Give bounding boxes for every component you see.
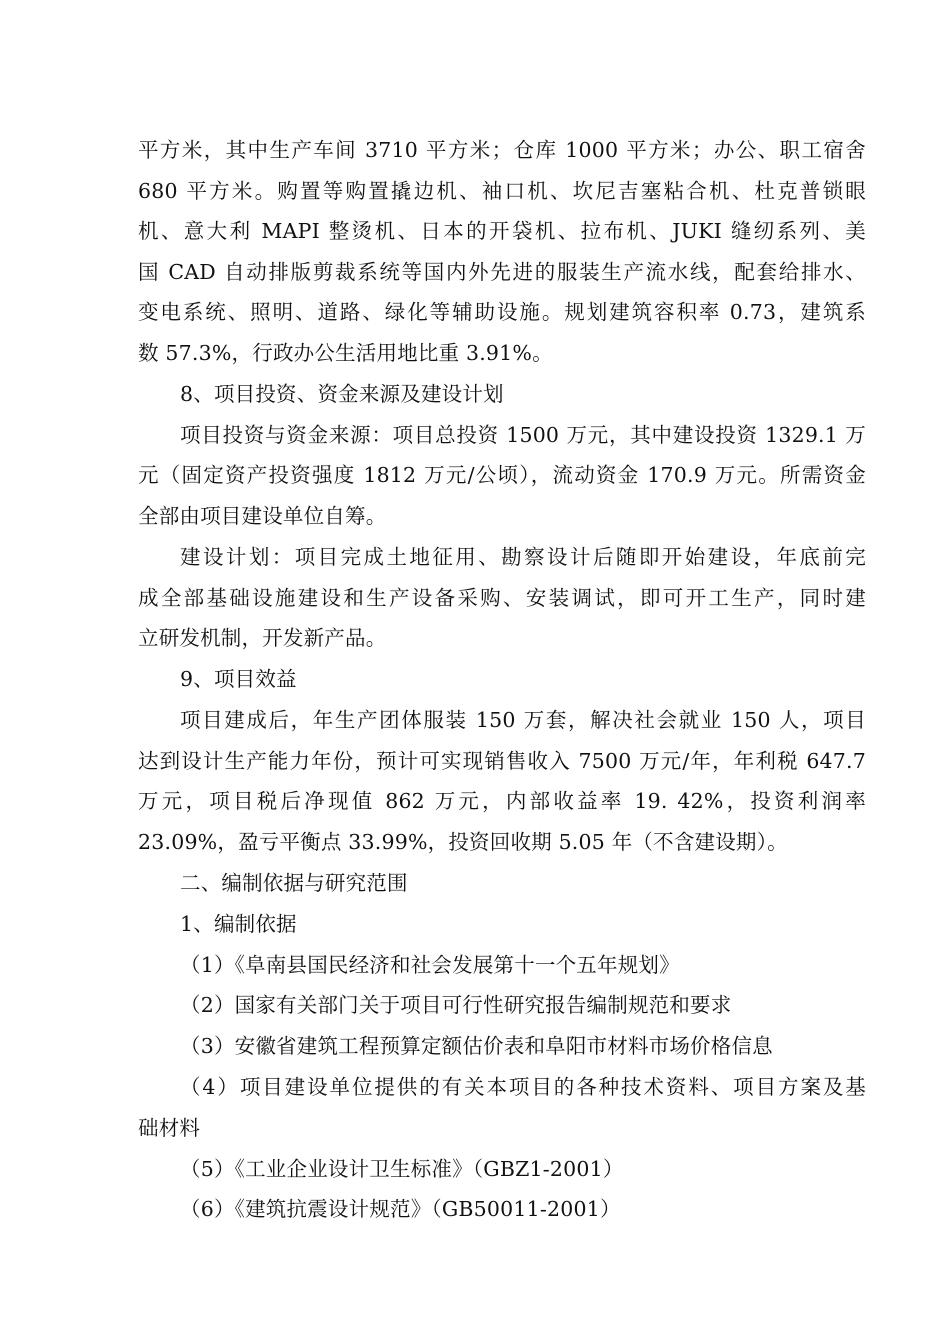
- paragraph-line: 万元，项目税后净现值 862 万元，内部收益率 19. 42%，投资利润率: [138, 789, 866, 813]
- section-heading: 1、编制依据: [180, 912, 297, 936]
- paragraph-line: 全部由项目建设单位自筹。: [138, 504, 387, 528]
- paragraph-line: 23.09%，盈亏平衡点 33.99%，投资回收期 5.05 年（不含建设期）。: [138, 830, 788, 854]
- paragraph-line: 数 57.3%，行政办公生活用地比重 3.91%。: [138, 341, 553, 365]
- list-item: （3）安徽省建筑工程预算定额估价表和阜阳市材料市场价格信息: [180, 1034, 773, 1058]
- list-item: （5）《工业企业设计卫生标准》（GBZ1-2001）: [180, 1157, 624, 1181]
- list-item: （2）国家有关部门关于项目可行性研究报告编制规范和要求: [180, 993, 732, 1017]
- paragraph-line: 元（固定资产投资强度 1812 万元/公顷），流动资金 170.9 万元。所需资金: [138, 463, 866, 487]
- section-heading: 9、项目效益: [180, 667, 297, 691]
- paragraph-line: 立研发机制，开发新产品。: [138, 626, 387, 650]
- paragraph-line: 680 平方米。购置等购置撬边机、袖口机、坎尼吉塞粘合机、杜克普锁眼: [138, 179, 866, 203]
- paragraph-line: 变电系统、照明、道路、绿化等辅助设施。规划建筑容积率 0.73，建筑系: [138, 300, 866, 324]
- list-item-continuation: 础材料: [138, 1116, 201, 1140]
- list-item: （1）《阜南县国民经济和社会发展第十一个五年规划》: [180, 953, 680, 977]
- paragraph-line: 机、意大利 MAPI 整烫机、日本的开袋机、拉布机、JUKI 缝纫系列、美: [138, 219, 866, 243]
- list-item: （4）项目建设单位提供的有关本项目的各种技术资料、项目方案及基: [180, 1075, 866, 1099]
- paragraph-line: 项目投资与资金来源：项目总投资 1500 万元，其中建设投资 1329.1 万: [180, 423, 866, 447]
- section-heading: 8、项目投资、资金来源及建设计划: [180, 382, 504, 406]
- paragraph-line: 国 CAD 自动排版剪裁系统等国内外先进的服装生产流水线，配套给排水、: [138, 260, 866, 284]
- paragraph-line: 成全部基础设施建设和生产设备采购、安装调试，即可开工生产，同时建: [138, 586, 866, 610]
- paragraph-line: 达到设计生产能力年份，预计可实现销售收入 7500 万元/年，年利税 647.7: [138, 749, 866, 773]
- paragraph-line: 建设计划：项目完成土地征用、勘察设计后随即开始建设，年底前完: [180, 545, 866, 569]
- list-item: （6）《建筑抗震设计规范》（GB50011-2001）: [180, 1197, 621, 1221]
- paragraph-line: 平方米，其中生产车间 3710 平方米；仓库 1000 平方米；办公、职工宿舍: [138, 138, 866, 162]
- section-heading: 二、编制依据与研究范围: [180, 871, 408, 895]
- paragraph-line: 项目建成后，年生产团体服装 150 万套，解决社会就业 150 人，项目: [180, 708, 866, 732]
